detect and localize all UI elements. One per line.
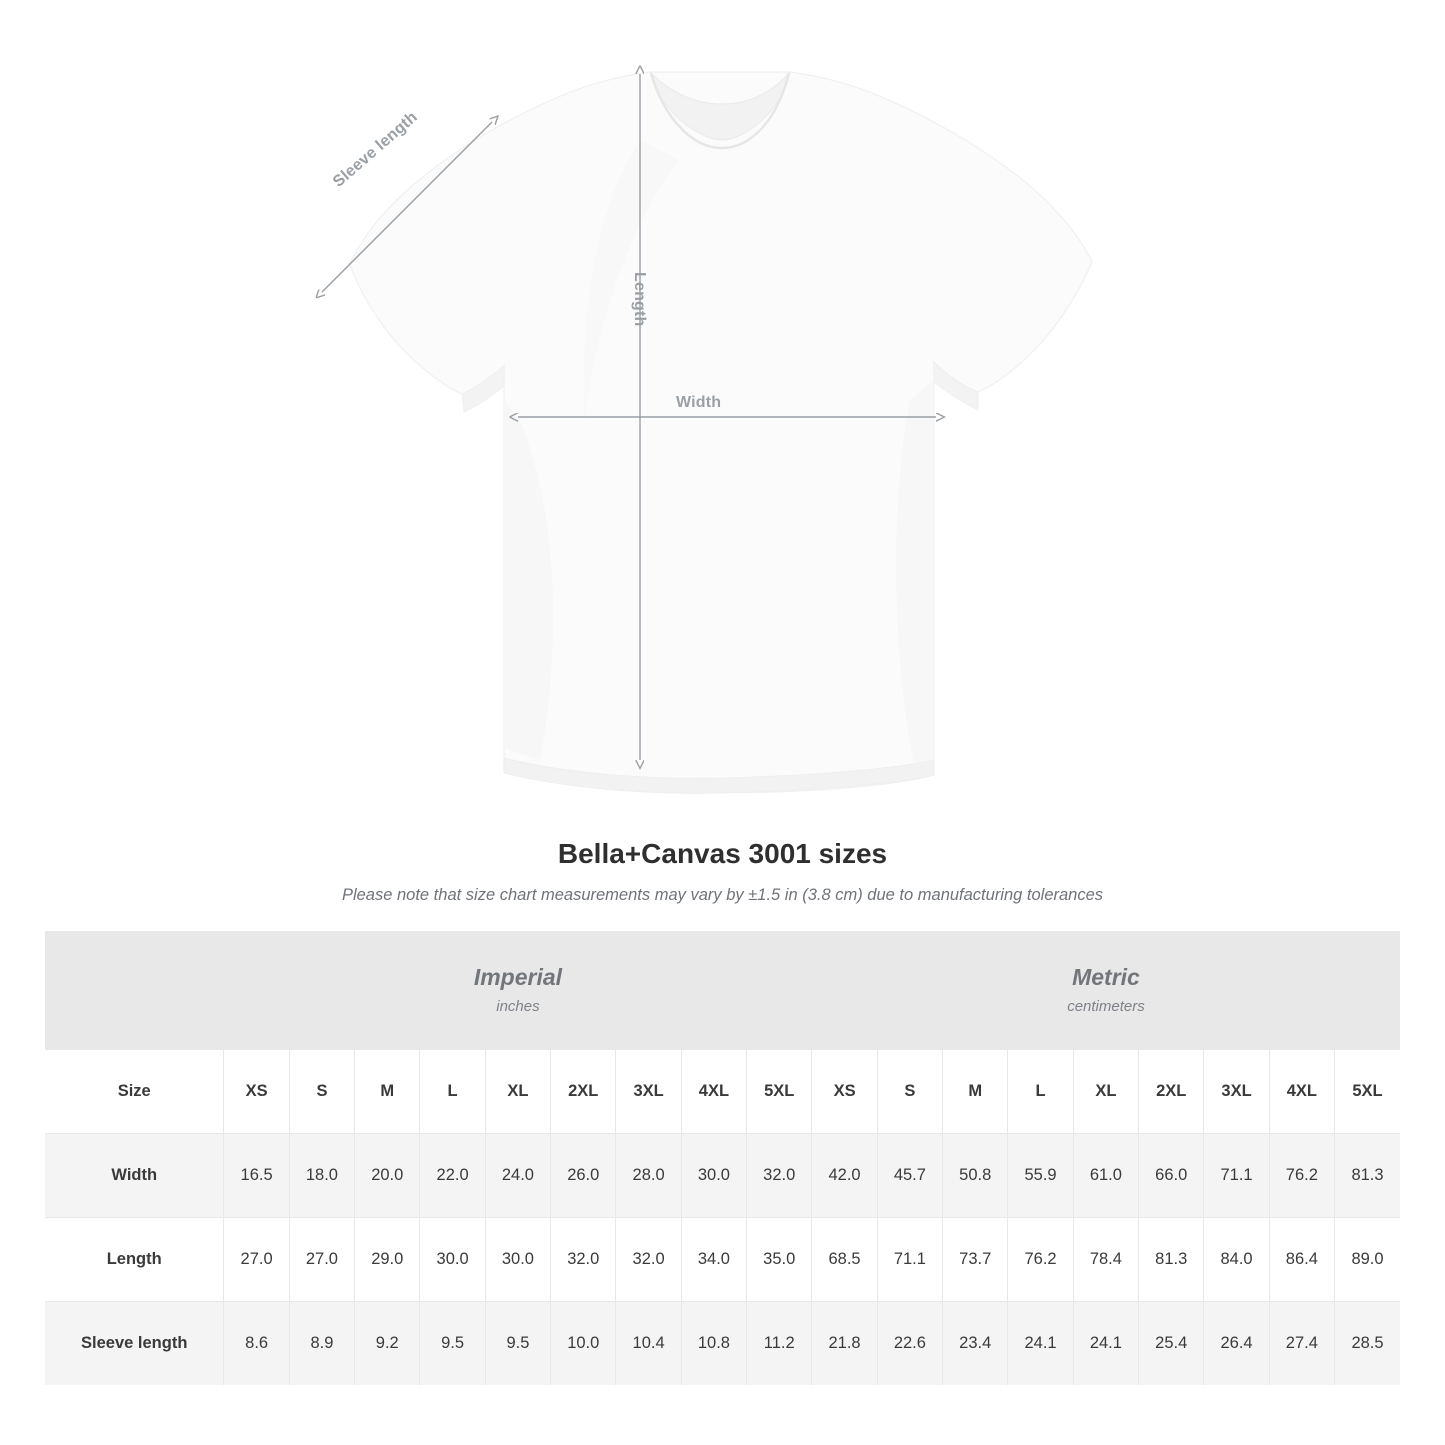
cell-value: 73.7 [943,1217,1008,1301]
cell-value: 34.0 [681,1217,746,1301]
cell-value: 32.0 [747,1133,812,1217]
cell-value: 76.2 [1269,1133,1334,1217]
cell-value: 28.5 [1335,1301,1400,1385]
unit-blank-cell [45,931,224,1049]
size-header-row [45,1049,1400,1133]
table-row [45,1301,1400,1385]
row-header-size: Size [45,1049,224,1133]
cell-value: 26.4 [1204,1301,1269,1385]
size-col-header: S [877,1049,942,1133]
size-col-header: 4XL [681,1049,746,1133]
cell-value: 8.9 [289,1301,354,1385]
cell-value: 27.0 [289,1217,354,1301]
cell-value: 16.5 [224,1133,289,1217]
cell-value: 26.0 [551,1133,616,1217]
cell-value: 22.0 [420,1133,485,1217]
cell-value: 21.8 [812,1301,877,1385]
row-header-width: Width [45,1133,224,1217]
width-label: Width [676,394,722,411]
cell-value: 10.8 [681,1301,746,1385]
cell-value: 28.0 [616,1133,681,1217]
unit-sub-metric: centimeters [1067,998,1145,1016]
size-col-header: XL [485,1049,550,1133]
sleeve-length-label: Sleeve length [330,108,421,191]
size-col-header: 2XL [551,1049,616,1133]
size-col-header: 3XL [1204,1049,1269,1133]
size-col-header: 5XL [1335,1049,1400,1133]
unit-name-metric: Metric [1072,964,1140,991]
tshirt-shape [350,72,1092,793]
row-header-sleeve-length: Sleeve length [45,1301,224,1385]
size-col-header: L [1008,1049,1073,1133]
cell-value: 18.0 [289,1133,354,1217]
cell-value: 61.0 [1073,1133,1138,1217]
cell-value: 76.2 [1008,1217,1073,1301]
size-col-header: 2XL [1139,1049,1204,1133]
cell-value: 9.5 [485,1301,550,1385]
cell-value: 84.0 [1204,1217,1269,1301]
length-label: Length [631,272,648,327]
page-title: Bella+Canvas 3001 sizes [557,838,888,869]
cell-value: 24.1 [1008,1301,1073,1385]
size-col-header: L [420,1049,485,1133]
cell-value: 8.6 [224,1301,289,1385]
cell-value: 30.0 [681,1133,746,1217]
size-table-wrapper [45,931,1400,1385]
title-block [0,838,1445,905]
size-col-header: XS [224,1049,289,1133]
cell-value: 27.4 [1269,1301,1334,1385]
cell-value: 35.0 [747,1217,812,1301]
cell-value: 9.5 [420,1301,485,1385]
cell-value: 50.8 [943,1133,1008,1217]
tolerance-note: Please note that size chart measurements may vary by ±1.5 in (3.8 cm) due to manufacturing tolerances [341,886,1104,904]
cell-value: 30.0 [420,1217,485,1301]
cell-value: 24.1 [1073,1301,1138,1385]
cell-value: 71.1 [877,1217,942,1301]
cell-value: 11.2 [747,1301,812,1385]
cell-value: 55.9 [1008,1133,1073,1217]
unit-header-row [45,931,1400,1049]
cell-value: 30.0 [485,1217,550,1301]
cell-value: 20.0 [355,1133,420,1217]
cell-value: 78.4 [1073,1217,1138,1301]
cell-value: 66.0 [1139,1133,1204,1217]
cell-value: 27.0 [224,1217,289,1301]
cell-value: 81.3 [1335,1133,1400,1217]
size-col-header: M [943,1049,1008,1133]
cell-value: 81.3 [1139,1217,1204,1301]
table-row [45,1133,1400,1217]
cell-value: 89.0 [1335,1217,1400,1301]
row-header-length: Length [45,1217,224,1301]
cell-value: 86.4 [1269,1217,1334,1301]
cell-value: 9.2 [355,1301,420,1385]
size-col-header: 5XL [747,1049,812,1133]
size-col-header: 3XL [616,1049,681,1133]
cell-value: 45.7 [877,1133,942,1217]
cell-value: 24.0 [485,1133,550,1217]
size-col-header: S [289,1049,354,1133]
cell-value: 10.4 [616,1301,681,1385]
unit-name-imperial: Imperial [473,964,563,991]
size-col-header: XS [812,1049,877,1133]
cell-value: 32.0 [551,1217,616,1301]
unit-header-imperial [224,931,812,1049]
cell-value: 71.1 [1204,1133,1269,1217]
unit-header-metric [812,931,1400,1049]
table-row [45,1217,1400,1301]
size-col-header: 4XL [1269,1049,1334,1133]
cell-value: 32.0 [616,1217,681,1301]
unit-sub-imperial: inches [496,998,540,1016]
cell-value: 25.4 [1139,1301,1204,1385]
cell-value: 68.5 [812,1217,877,1301]
cell-value: 42.0 [812,1133,877,1217]
size-table [45,931,1400,1385]
cell-value: 22.6 [877,1301,942,1385]
size-col-header: M [355,1049,420,1133]
cell-value: 23.4 [943,1301,1008,1385]
size-col-header: XL [1073,1049,1138,1133]
cell-value: 10.0 [551,1301,616,1385]
cell-value: 29.0 [355,1217,420,1301]
